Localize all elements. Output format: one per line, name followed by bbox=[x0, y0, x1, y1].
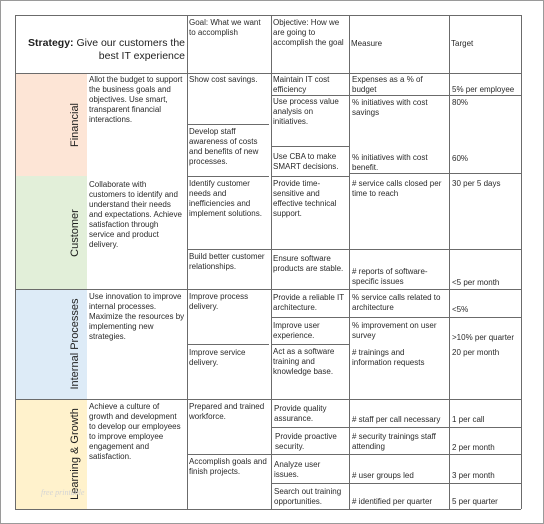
customer-objective-2: Ensure software products are stable. bbox=[273, 254, 344, 273]
financial-goal-1: Show cost savings. bbox=[189, 75, 258, 84]
internal-processes-strategy: Use innovation to improve internal processes. Maximize the resources by implementing new strategies. bbox=[89, 292, 185, 341]
internal-processes-target-1: <5% bbox=[452, 305, 469, 314]
grid-line bbox=[187, 124, 269, 125]
learning-growth-target-2: 2 per month bbox=[452, 443, 495, 452]
measure-header: Measure bbox=[351, 39, 383, 48]
grid-line bbox=[271, 317, 521, 318]
grid-line bbox=[271, 427, 521, 428]
financial-goal-2: Develop staff awareness of costs and benefits of new processes. bbox=[189, 127, 259, 166]
learning-growth-measure-1: # staff per call necessary bbox=[352, 415, 441, 424]
customer-target-1: 30 per 5 days bbox=[452, 179, 501, 188]
internal-processes-label-cell bbox=[65, 289, 85, 399]
customer-target-2: <5 per month bbox=[452, 278, 500, 287]
internal-processes-goal-2: Improve service delivery. bbox=[189, 348, 246, 367]
internal-processes-measure-2: % improvement on user survey bbox=[352, 321, 437, 340]
goal-header: Goal: What we want to accomplish bbox=[189, 18, 261, 37]
learning-growth-goal-2: Accomplish goals and finish projects. bbox=[189, 457, 267, 476]
learning-growth-objective-1: Provide quality assurance. bbox=[274, 404, 327, 423]
target-header: Target bbox=[451, 39, 474, 48]
financial-measure-3: % initiatives with cost benefit. bbox=[352, 153, 428, 172]
watermark: free printable bbox=[41, 488, 85, 497]
grid-line bbox=[521, 15, 522, 509]
customer-label-cell bbox=[65, 176, 85, 289]
grid-line bbox=[15, 509, 521, 510]
internal-processes-objective-1: Provide a reliable IT architecture. bbox=[273, 293, 344, 312]
financial-measure-2: % initiatives with cost savings bbox=[352, 98, 428, 117]
learning-growth-target-1: 1 per call bbox=[452, 415, 485, 424]
internal-processes-goal-1: Improve process delivery. bbox=[189, 292, 249, 311]
strategy-header bbox=[15, 15, 187, 73]
financial-objective-3: Use CBA to make SMART decisions. bbox=[273, 152, 339, 171]
customer-measure-1: # service calls closed per time to reach bbox=[352, 179, 442, 198]
internal-processes-measure-3: # trainings and information requests bbox=[352, 348, 425, 367]
strategy-header-label: Strategy: bbox=[28, 37, 74, 49]
grid-line bbox=[15, 399, 521, 400]
grid-line bbox=[15, 289, 521, 290]
financial-label-cell bbox=[65, 73, 85, 176]
learning-growth-objective-2: Provide proactive security. bbox=[275, 432, 337, 451]
learning-growth-strategy: Achieve a culture of growth and development to develop our employees to improve employee engagement and satisfaction. bbox=[89, 402, 181, 461]
internal-processes-label: Internal Processes bbox=[69, 298, 81, 390]
grid-line bbox=[187, 249, 521, 250]
strategy-header-text: Give our customers the best IT experience bbox=[76, 37, 185, 62]
learning-growth-target-4: 5 per quarter bbox=[452, 497, 498, 506]
learning-growth-goal-1: Prepared and trained workforce. bbox=[189, 402, 265, 421]
learning-growth-measure-2: # security trainings staff attending bbox=[352, 432, 436, 451]
grid-line bbox=[187, 344, 269, 345]
customer-goal-2: Build better customer relationships. bbox=[189, 252, 265, 271]
objective-header: Objective: How we are going to accomplish the goal bbox=[273, 18, 344, 47]
customer-label: Customer bbox=[69, 208, 81, 257]
financial-strategy: Allot the budget to support the business goals and objectives. Use smart, transparent financial interactions. bbox=[89, 75, 183, 124]
learning-growth-measure-4: # identified per quarter bbox=[352, 497, 433, 506]
financial-objective-2: Use process value analysis on initiatives. bbox=[273, 97, 339, 126]
internal-processes-target-3: 20 per month bbox=[452, 348, 500, 357]
customer-strategy: Collaborate with customers to identify and understand their needs and expectations. Achieve satisfaction through service and product delivery. bbox=[89, 180, 182, 249]
learning-growth-objective-3: Analyze user issues. bbox=[274, 460, 321, 479]
grid-line bbox=[271, 344, 349, 345]
learning-growth-label: Learning & Growth bbox=[69, 408, 81, 500]
grid-line bbox=[15, 15, 16, 509]
financial-target-3: 60% bbox=[452, 154, 469, 163]
financial-measure-1: Expenses as a % of budget bbox=[352, 75, 423, 94]
internal-processes-objective-2: Improve user experience. bbox=[273, 321, 320, 340]
customer-measure-2: # reports of software-specific issues bbox=[352, 267, 428, 286]
grid-line bbox=[271, 483, 521, 484]
financial-target-1: 5% per employee bbox=[452, 85, 515, 94]
grid-line bbox=[271, 176, 349, 177]
financial-target-2: 80% bbox=[452, 98, 469, 107]
internal-processes-objective-3: Act as a software training and knowledge base. bbox=[273, 347, 335, 376]
internal-processes-target-2: >10% per quarter bbox=[452, 333, 515, 342]
learning-growth-target-3: 3 per month bbox=[452, 471, 495, 480]
learning-growth-measure-3: # user groups led bbox=[352, 471, 414, 480]
customer-objective-1: Provide time-sensitive and effective technical support. bbox=[273, 179, 337, 218]
learning-growth-objective-4: Search out training opportunities. bbox=[274, 487, 342, 506]
financial-objective-1: Maintain IT cost efficiency bbox=[273, 75, 330, 94]
financial-label: Financial bbox=[69, 102, 81, 147]
customer-goal-1: Identify customer needs and inefficiencies and implement solutions. bbox=[189, 179, 262, 218]
grid-line bbox=[187, 176, 269, 177]
internal-processes-measure-1: % service calls related to architecture bbox=[352, 293, 441, 312]
grid-line bbox=[271, 146, 349, 147]
